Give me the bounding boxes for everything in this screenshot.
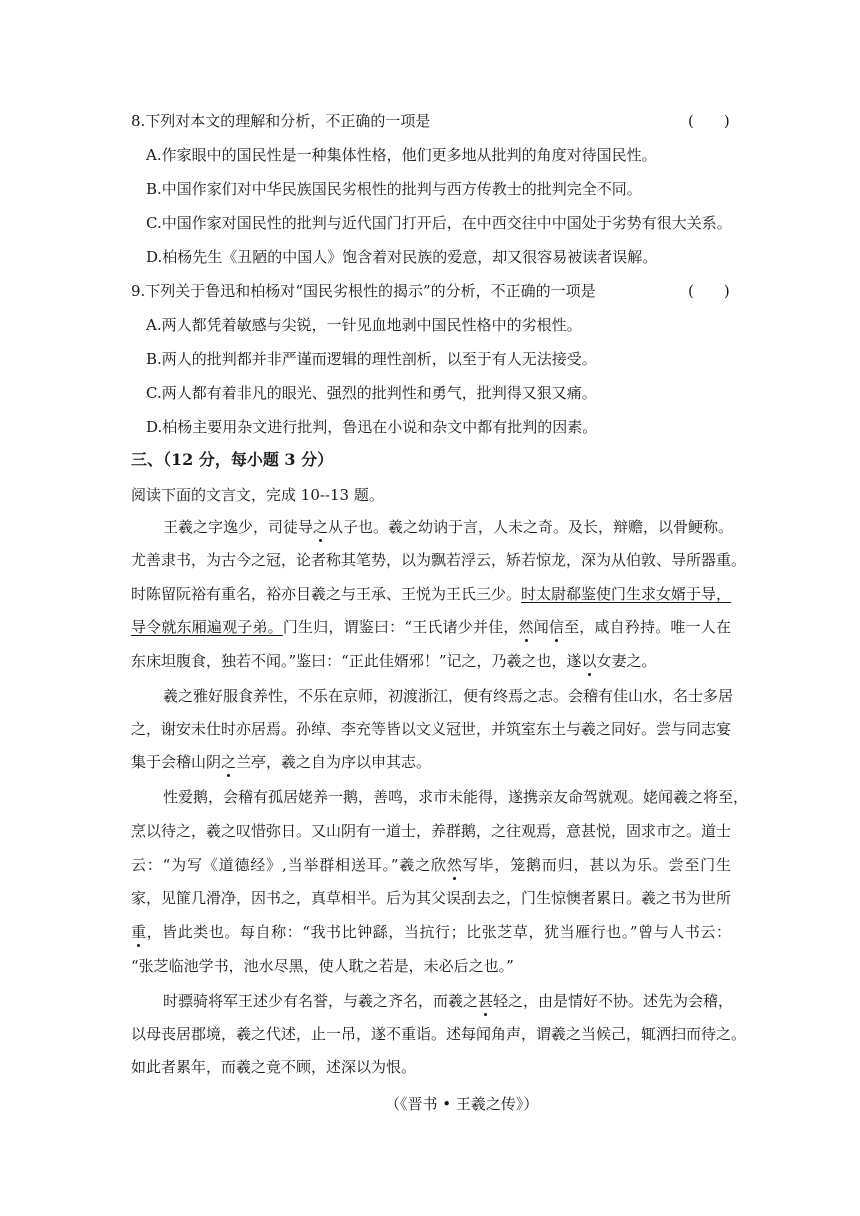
passage-p1-line5: 东床坦腹食，独若不闻。”鉴曰：“正此佳婿邪！”记之，乃羲之也，遂以女妻之。 [131, 652, 657, 670]
question-8-option-b: B.中国作家们对中华民族国民劣根性的批判与西方传教士的批判完全不同。 [146, 180, 642, 198]
question-8-answer-bracket: ( ) [688, 112, 730, 130]
passage-p3-line6: “张芝临池学书，池水尽黑，使人耽之若是，未必后之也。” [131, 957, 514, 975]
question-9-option-b: B.两人的批判都并非严谨而逻辑的理性剖析，以至于有人无法接受。 [146, 350, 597, 368]
passage-p3-line1: 性爱鹅，会稽有孤居姥养一鹅，善鸣，求市未能得，遂携亲友命驾就观。姥闻羲之将至， [163, 788, 749, 806]
passage-p4-line1: 时骠骑将军王述少有名誉，与羲之齐名，而羲之甚轻之，由是情好不协。述先为会稽， [163, 992, 734, 1010]
section-instruction: 阅读下面的文言文，完成 10--13 题。 [131, 486, 384, 504]
section-heading: 三、（12 分，每小题 3 分） [131, 450, 334, 469]
passage-p2-line2: 之，谢安未仕时亦居焉。孙绰、李充等皆以文义冠世，并筑室东土与羲之同好。尝与同志宴 [131, 720, 732, 738]
underlined-sentence-part1: 时太尉郗鉴使门生求女婿于导， [521, 585, 732, 603]
passage-p1-line2: 尤善隶书，为古今之冠，论者称其笔势，以为飘若浮云，矫若惊龙，深为从伯敦、导所器重。 [131, 551, 747, 569]
question-8-option-a: A.作家眼中的国民性是一种集体性格，他们更多地从批判的角度对待国民性。 [146, 146, 657, 164]
passage-p3-line3: 云：“为写《道德经》,当举群相送耳。”羲之欣然写毕，笼鹅而归，甚以为乐。尝至门生 [131, 856, 731, 874]
passage-p1-line4: 导令就东厢遍观子弟。门生归，谓鉴曰：“王氏诸少并佳，然闻信至，咸自矜持。唯一人在 [131, 618, 731, 636]
passage-source: （《晋书 • 王羲之传》） [385, 1095, 539, 1113]
question-9-option-d: D.柏杨主要用杂文进行批判，鲁迅在小说和杂文中都有批判的因素。 [146, 418, 598, 436]
question-8-stem: 8.下列对本文的理解和分析，不正确的一项是 [131, 112, 431, 130]
passage-p2-line3: 集于会稽山阴之兰亭，羲之自为序以申其志。 [131, 753, 432, 771]
passage-p3-line4: 家，见篚几滑净，因书之，真草相半。后为其父误刮去之，门生惊懊者累日。羲之书为世所 [131, 889, 732, 907]
question-9-option-a: A.两人都凭着敏感与尖锐，一针见血地剥中国民性格中的劣根性。 [146, 316, 582, 334]
passage-p3-line5: 重，皆此类也。每自称：“我书比钟繇，当抗行；比张芝草，犹当雁行也。”曾与人书云： [131, 923, 731, 941]
passage-p3-line2: 烹以待之，羲之叹惜弥日。又山阴有一道士，养群鹅，之往观焉，意甚悦，固求市之。道士 [131, 822, 732, 840]
passage-p4-line2: 以母丧居郡境，羲之代述，止一吊，遂不重诣。述每闻角声，谓羲之当候己，辄洒扫而待之。 [131, 1025, 747, 1043]
question-9-answer-bracket: ( ) [688, 282, 730, 300]
question-9-stem: 9.下列关于鲁迅和柏杨对“国民劣根性的揭示”的分析，不正确的一项是 [131, 282, 596, 300]
question-8-option-d: D.柏杨先生《丑陋的中国人》饱含着对民族的爱意，却又很容易被读者误解。 [146, 248, 658, 266]
passage-p4-line3: 如此者累年，而羲之竟不顾，述深以为恨。 [131, 1058, 417, 1076]
question-9-option-c: C.两人都有着非凡的眼光、强烈的批判性和勇气，批判得又狠又痛。 [146, 384, 597, 402]
passage-p1-line1: 王羲之字逸少，司徒导之从子也。羲之幼讷于言，人未之奇。及长，辩赡，以骨鲠称。 [163, 518, 734, 536]
passage-p1-line3: 时陈留阮裕有重名，裕亦目羲之与王承、王悦为王氏三少。时太尉郗鉴使门生求女婿于导， [131, 585, 732, 603]
underlined-sentence-part2: 导令就东厢遍观子弟。 [131, 618, 283, 636]
question-8-option-c: C.中国作家对国民性的批判与近代国门打开后，在中西交往中中国处于劣势有很大关系。 [146, 214, 732, 232]
passage-p2-line1: 羲之雅好服食养性，不乐在京师，初渡浙江，便有终焉之志。会稽有佳山水，名士多居 [163, 687, 734, 705]
